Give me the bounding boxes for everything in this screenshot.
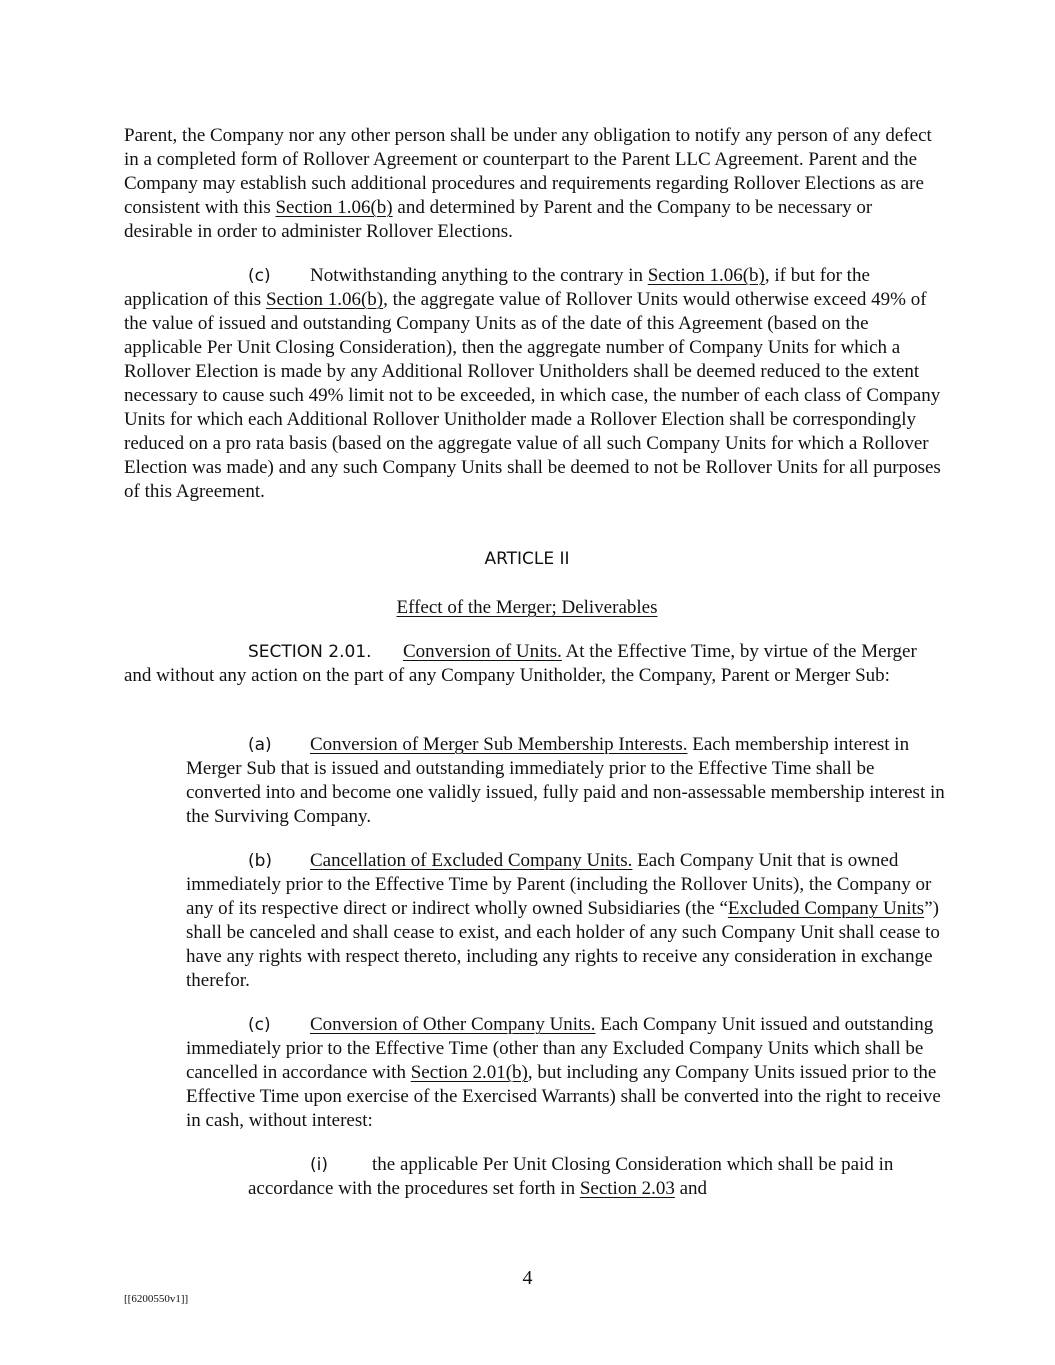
section-heading: Conversion of Units. [403,641,562,662]
paragraph-c-rollover-limit [124,264,944,504]
document-id: [[6200550v1]] [124,1293,189,1305]
clause-label: (i) [310,1155,328,1175]
paragraph-text: Each membership interest in Merger Sub that is issued and outstanding immediately prior to the Effective Time shall be converted into and become one validly issued, fully paid and non-assessable membership interest in the Surviving Company. [186,734,945,827]
clause-label: (a) [248,735,272,755]
paragraph-text: At the Effective Time, by virtue of the Merger and without any action on the part of any Company Unitholder, the Company, Parent or Merger Sub: [124,641,917,686]
section-reference: Section 1.06(b) [265,289,384,310]
paragraph-rollover-procedures [124,124,944,244]
defined-term: Excluded Company Units [727,898,925,919]
clause-c [186,1013,946,1133]
article-title [124,596,930,620]
section-reference: Section 1.06(b) [647,265,765,286]
section-reference: Section 2.01(b) [410,1062,528,1083]
paragraph-text: and [674,1178,708,1199]
paragraph-text: the applicable Per Unit Closing Consideration which shall be paid in accordance with the procedures set forth in [248,1154,894,1199]
paragraph-text: Parent, the Company nor any other person shall be under any obligation to notify any person of any defect in a completed form of Rollover Agreement or counterpart to the Parent LLC Agreement. Parent and the Company may establish such additional procedures and requirements regarding Rollover Elections as are consistent with this [124,125,932,218]
paragraph-text: Each Company Unit issued and outstanding immediately prior to the Effective Time (other than any Excluded Company Units which shall be cancelled in accordance with [186,1014,934,1083]
subclause-i [248,1153,938,1201]
paragraph-text: ”) shall be canceled and shall cease to exist, and each holder of any such Company Unit shall cease to have any rights with respect thereto, including any rights to receive any consideration in exchange therefor. [186,898,940,991]
clause-label: (c) [248,1015,271,1035]
clause-heading: Cancellation of Excluded Company Units. [310,850,633,871]
article-title-text: Effect of the Merger; Deliverables [396,597,658,618]
paragraph-text: Each Company Unit that is owned immediately prior to the Effective Time by Parent (including the Rollover Units), the Company or any of its respective direct or indirect wholly owned Subsidiaries (the “ [186,850,932,919]
paragraph-text: , but including any Company Units issued prior to the Effective Time upon exercise of the Exercised Warrants) shall be converted into the right to receive in cash, without interest: [186,1062,941,1131]
paragraph-text: , if but for the application of this [124,265,870,310]
clause-label: (b) [248,851,273,871]
clause-b [186,849,946,993]
section-label: SECTION 2.01. [248,642,372,662]
clause-a [186,733,946,829]
clause-heading: Conversion of Merger Sub Membership Interests. [310,734,688,755]
section-reference: Section 1.06(b) [275,197,393,218]
paragraph-text: and determined by Parent and the Company to be necessary or desirable in order to administer Rollover Elections. [124,197,873,242]
clause-label: (c) [248,266,271,286]
page-number: 4 [522,1267,533,1289]
paragraph-text: , the aggregate value of Rollover Units would otherwise exceed 49% of the value of issued and outstanding Company Units as of the date of this Agreement (based on the applicable Per Unit Closing Consideration), then the aggregate number of Company Units for which a Rollover Election is made by any Additional Rollover Unitholders shall be deemed reduced to the extent necessary to cause such 49% limit not to be exceeded, in which case, the number of each class of Company Units for which each Additional Rollover Unitholder made a Rollover Election shall be correspondingly reduced on a pro rata basis (based on the aggregate value of all such Company Units for which a Rollover Election was made) and any such Company Units shall be deemed to not be Rollover Units for all purposes of this Agreement. [124,289,941,502]
article-number: ARTICLE II [484,549,570,569]
section-reference: Section 2.03 [579,1178,675,1199]
section-2-01 [124,640,944,688]
paragraph-text: Notwithstanding anything to the contrary in [310,265,648,286]
clause-heading: Conversion of Other Company Units. [310,1014,596,1035]
